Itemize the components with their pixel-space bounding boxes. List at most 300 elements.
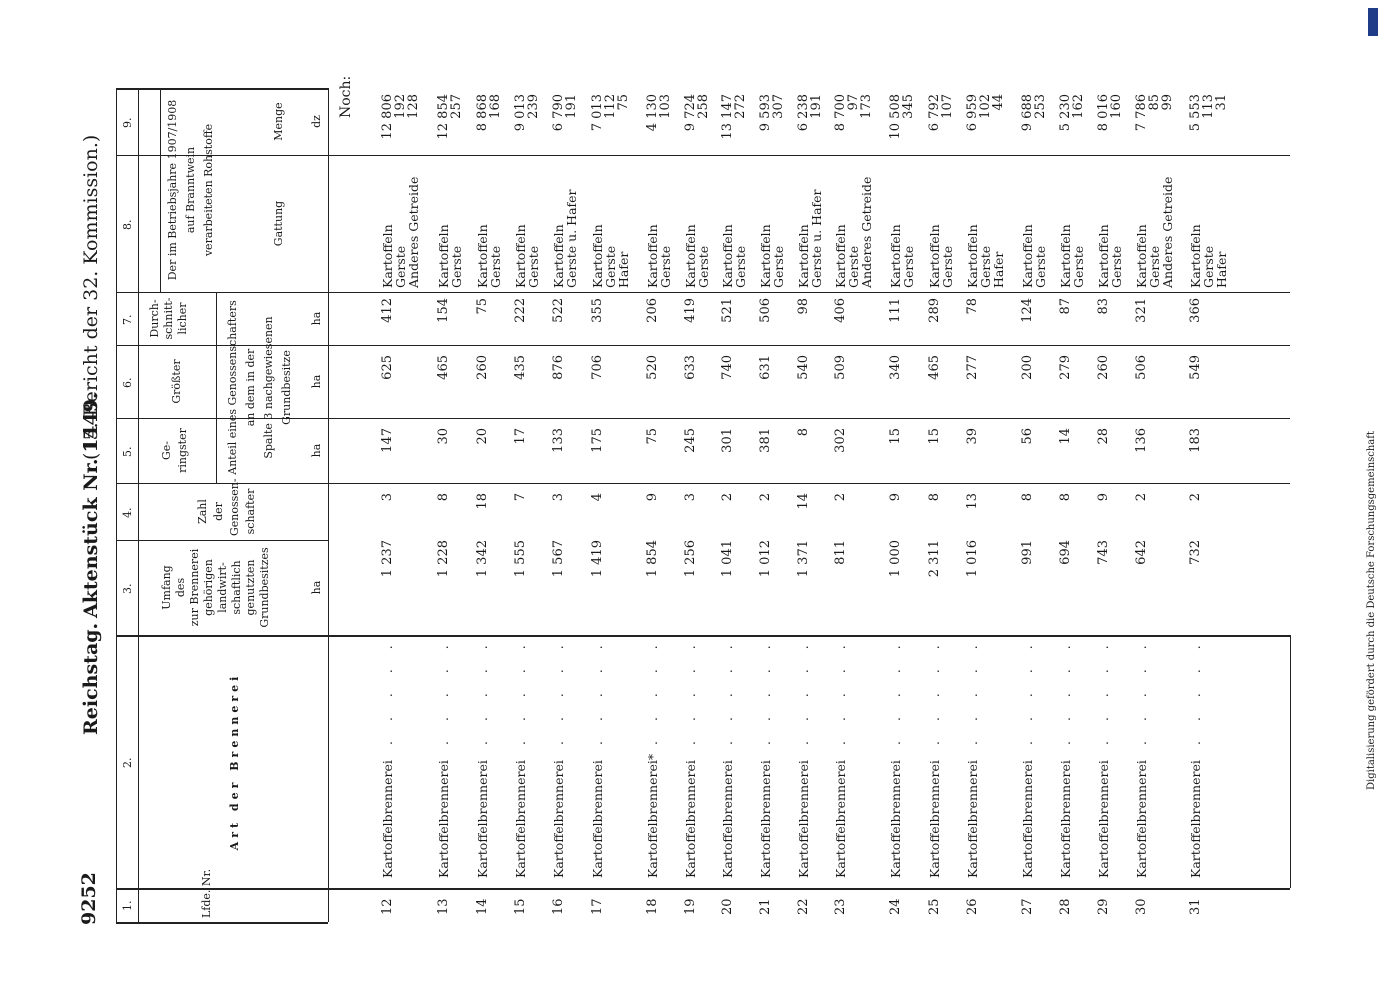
row-gattung: Kartoffeln xyxy=(1058,224,1073,288)
header-rohstoffe-group: verarbeiteten Rohstoffe xyxy=(202,123,215,257)
row-groesster: 506 xyxy=(1134,355,1149,380)
row-menge: 272 xyxy=(733,94,748,119)
row-art-der-brennerei: Kartoffelbrennerei xyxy=(590,760,605,878)
row-geringster: 28 xyxy=(1096,428,1111,445)
column-separator xyxy=(116,155,1290,156)
continuation-mark: Noch: xyxy=(338,75,354,118)
column-separator xyxy=(116,483,1290,484)
dot-leader: . . . . . xyxy=(513,637,528,745)
row-art-der-brennerei: Kartoffelbrennerei xyxy=(758,760,773,878)
column-separator xyxy=(116,418,328,419)
row-durchschnittlicher: 75 xyxy=(475,298,490,315)
row-groesster: 631 xyxy=(758,355,773,380)
row-zahl: 18 xyxy=(475,493,490,510)
row-umfang: 732 xyxy=(1188,540,1203,565)
row-geringster: 56 xyxy=(1020,428,1035,445)
row-zahl: 2 xyxy=(1188,493,1203,502)
row-gattung: Kartoffeln xyxy=(796,224,811,288)
table-header-rule xyxy=(328,88,329,922)
row-geringster: 302 xyxy=(833,428,848,453)
header-umfang: landwirt- xyxy=(216,562,229,613)
row-gattung: Gerste xyxy=(1109,245,1124,288)
row-durchschnittlicher: 222 xyxy=(513,298,528,323)
header-zahl: Genossen- xyxy=(228,478,241,536)
row-umfang: 1 567 xyxy=(551,540,566,578)
row-geringster: 8 xyxy=(796,428,811,437)
row-gattung: Kartoffeln xyxy=(513,224,528,288)
row-art-der-brennerei: Kartoffelbrennerei xyxy=(1020,760,1035,878)
row-art-der-brennerei: Kartoffelbrennerei xyxy=(683,760,698,878)
dot-leader: . . . . . xyxy=(796,637,811,745)
row-art-der-brennerei: Kartoffelbrennerei xyxy=(551,760,566,878)
row-menge: 6 959 xyxy=(965,94,980,132)
header-umfang: des xyxy=(174,577,187,598)
row-zahl: 8 xyxy=(1020,493,1035,502)
header-unit: dz xyxy=(310,115,323,128)
row-gattung: Kartoffeln xyxy=(475,224,490,288)
row-groesster: 200 xyxy=(1020,355,1035,380)
row-zahl: 2 xyxy=(758,493,773,502)
header-zahl: der xyxy=(212,502,225,521)
header-unit: ha xyxy=(310,443,323,458)
row-gattung: Kartoffeln xyxy=(833,224,848,288)
row-durchschnittlicher: 366 xyxy=(1188,298,1203,323)
row-durchschnittlicher: 419 xyxy=(683,298,698,323)
row-groesster: 260 xyxy=(475,355,490,380)
row-gattung: Kartoffeln xyxy=(1096,224,1111,288)
column-number: 2. xyxy=(121,757,134,768)
row-art-der-brennerei: Kartoffelbrennerei xyxy=(1096,760,1111,878)
row-groesster: 706 xyxy=(590,355,605,380)
column-separator xyxy=(116,888,1290,890)
row-zahl: 3 xyxy=(683,493,698,502)
row-gattung: Gerste u. Hafer xyxy=(564,189,579,288)
column-separator xyxy=(116,345,328,346)
row-geringster: 20 xyxy=(475,428,490,445)
column-separator-body xyxy=(328,292,1290,293)
digitization-note: Digitalisierung gefördert durch die Deutsche Forschungsgemeinschaft xyxy=(1366,431,1377,790)
row-menge: 9 688 xyxy=(1020,94,1035,132)
row-geringster: 245 xyxy=(683,428,698,453)
row-gattung: Kartoffeln xyxy=(683,224,698,288)
row-number: 14 xyxy=(475,898,490,915)
row-menge: 253 xyxy=(1033,94,1048,119)
row-zahl: 13 xyxy=(965,493,980,510)
row-gattung: Hafer xyxy=(1214,251,1229,288)
row-art-der-brennerei: Kartoffelbrennerei xyxy=(1188,760,1203,878)
row-zahl: 8 xyxy=(1058,493,1073,502)
row-zahl: 9 xyxy=(888,493,903,502)
row-gattung: Gerste xyxy=(449,245,464,288)
column-number: 4. xyxy=(121,507,134,518)
page-title: Aktenstück Nr. 1449. xyxy=(80,392,102,618)
row-zahl: 8 xyxy=(927,493,942,502)
row-durchschnittlicher: 78 xyxy=(965,298,980,315)
row-geringster: 175 xyxy=(590,428,605,453)
column-separator xyxy=(116,635,1290,637)
row-menge: 168 xyxy=(488,94,503,119)
column-number: 3. xyxy=(121,583,134,594)
row-art-der-brennerei: Kartoffelbrennerei xyxy=(1134,760,1149,878)
row-umfang: 1 371 xyxy=(796,540,811,578)
header-umfang: zur Brennerei xyxy=(188,548,201,627)
row-gattung: Anderes Getreide xyxy=(859,176,874,288)
row-menge: 12 806 xyxy=(380,94,395,140)
row-gattung: Kartoffeln xyxy=(758,224,773,288)
row-durchschnittlicher: 154 xyxy=(436,298,451,323)
row-gattung: Gerste xyxy=(1033,245,1048,288)
row-menge: 5 230 xyxy=(1058,94,1073,132)
dfg-logo xyxy=(1368,8,1378,36)
dot-leader: . . . . . xyxy=(833,637,848,745)
row-geringster: 14 xyxy=(1058,428,1073,445)
dot-leader: . . . . . xyxy=(436,637,451,745)
column-separator-body xyxy=(328,345,1290,346)
row-gattung: Kartoffeln xyxy=(1134,224,1149,288)
row-groesster: 549 xyxy=(1188,355,1203,380)
row-gattung: Kartoffeln xyxy=(927,224,942,288)
dot-leader: . . . . . xyxy=(720,637,735,745)
row-menge: 103 xyxy=(658,94,673,119)
header-menge: Menge xyxy=(272,102,285,141)
row-groesster: 435 xyxy=(513,355,528,380)
row-number: 30 xyxy=(1134,898,1149,915)
row-durchschnittlicher: 124 xyxy=(1020,298,1035,323)
row-menge: 97 xyxy=(846,94,861,111)
row-umfang: 1 000 xyxy=(888,540,903,578)
row-art-der-brennerei: Kartoffelbrennerei xyxy=(475,760,490,878)
group-rule-89-h xyxy=(160,88,161,292)
row-number: 17 xyxy=(590,898,605,915)
row-zahl: 2 xyxy=(720,493,735,502)
row-menge: 6 790 xyxy=(551,94,566,132)
row-menge: 257 xyxy=(449,94,464,119)
row-art-der-brennerei: Kartoffelbrennerei xyxy=(888,760,903,878)
header-rohstoffe-group: Der im Betriebsjahre 1907/1908 xyxy=(166,99,179,281)
row-groesster: 279 xyxy=(1058,355,1073,380)
row-number: 28 xyxy=(1058,898,1073,915)
row-umfang: 991 xyxy=(1020,540,1035,565)
row-umfang: 642 xyxy=(1134,540,1149,565)
row-gattung: Kartoffeln xyxy=(380,224,395,288)
row-zahl: 9 xyxy=(645,493,660,502)
column-number: 7. xyxy=(121,314,134,325)
row-durchschnittlicher: 83 xyxy=(1096,298,1111,315)
row-gattung: Kartoffeln xyxy=(720,224,735,288)
header-left: Reichstag. xyxy=(80,622,102,735)
dot-leader: . . . . . xyxy=(380,637,395,745)
row-gattung: Gerste xyxy=(393,245,408,288)
row-gattung: Kartoffeln xyxy=(1188,224,1203,288)
row-menge: 192 xyxy=(393,94,408,119)
row-menge: 307 xyxy=(771,94,786,119)
row-number: 15 xyxy=(513,898,528,915)
row-number: 29 xyxy=(1096,898,1111,915)
dot-leader: . . . . . xyxy=(683,637,698,745)
row-menge: 128 xyxy=(406,94,421,119)
row-umfang: 694 xyxy=(1058,540,1073,565)
row-art-der-brennerei: Kartoffelbrennerei xyxy=(833,760,848,878)
row-durchschnittlicher: 521 xyxy=(720,298,735,323)
row-groesster: 625 xyxy=(380,355,395,380)
row-gattung: Gerste xyxy=(1071,245,1086,288)
header-zahl: schafter xyxy=(244,488,257,535)
column-separator xyxy=(116,88,328,90)
row-geringster: 39 xyxy=(965,428,980,445)
row-number: 19 xyxy=(683,898,698,915)
row-umfang: 1 419 xyxy=(590,540,605,578)
row-art-der-brennerei: Kartoffelbrennerei* xyxy=(645,753,660,878)
row-groesster: 540 xyxy=(796,355,811,380)
row-geringster: 15 xyxy=(927,428,942,445)
row-menge: 5 553 xyxy=(1188,94,1203,132)
row-umfang: 2 311 xyxy=(927,540,942,578)
row-geringster: 301 xyxy=(720,428,735,453)
row-gattung: Gerste xyxy=(901,245,916,288)
row-groesster: 260 xyxy=(1096,355,1111,380)
row-durchschnittlicher: 206 xyxy=(645,298,660,323)
dot-leader: . . . . . xyxy=(1096,637,1111,745)
row-umfang: 1 237 xyxy=(380,540,395,578)
row-number: 26 xyxy=(965,898,980,915)
header-zahl: Zahl xyxy=(196,499,209,524)
row-durchschnittlicher: 506 xyxy=(758,298,773,323)
header-umfang: Umfang xyxy=(160,565,173,610)
dot-leader: . . . . . xyxy=(965,637,980,745)
header-geringster: ringster xyxy=(176,428,189,473)
row-durchschnittlicher: 412 xyxy=(380,298,395,323)
dot-leader: . . . . . xyxy=(1188,637,1203,745)
row-menge: 239 xyxy=(526,94,541,119)
column-separator xyxy=(116,292,328,293)
header-durchschnittlicher: licher xyxy=(176,302,189,335)
row-gattung: Kartoffeln xyxy=(888,224,903,288)
row-menge: 44 xyxy=(991,94,1006,111)
row-geringster: 15 xyxy=(888,428,903,445)
row-geringster: 75 xyxy=(645,428,660,445)
header-umfang: schaftlich xyxy=(230,560,243,615)
row-number: 18 xyxy=(645,898,660,915)
row-menge: 6 238 xyxy=(796,94,811,132)
dot-leader: . . . . . xyxy=(590,637,605,745)
header-umfang: gehörigen xyxy=(202,559,215,616)
column-number: 8. xyxy=(121,219,134,230)
row-groesster: 465 xyxy=(927,355,942,380)
column-number: 9. xyxy=(121,117,134,128)
row-gattung: Anderes Getreide xyxy=(406,176,421,288)
header-anteil-group: Anteil eines Genossenschafters xyxy=(226,300,239,475)
row-menge: 75 xyxy=(616,94,631,111)
row-menge: 7 013 xyxy=(590,94,605,132)
row-gattung: Kartoffeln xyxy=(645,224,660,288)
row-umfang: 1 342 xyxy=(475,540,490,578)
page-number: 9252 xyxy=(78,872,100,925)
row-menge: 8 868 xyxy=(475,94,490,132)
row-number: 31 xyxy=(1188,898,1203,915)
row-umfang: 811 xyxy=(833,540,848,565)
row-menge: 162 xyxy=(1071,94,1086,119)
row-zahl: 2 xyxy=(833,493,848,502)
row-menge: 102 xyxy=(978,94,993,119)
header-unit: ha xyxy=(310,374,323,389)
row-groesster: 876 xyxy=(551,355,566,380)
dot-leader: . . . . . xyxy=(1058,637,1073,745)
header-umfang: Grundbesitzes xyxy=(258,547,271,628)
header-umfang: genutzten xyxy=(244,559,257,616)
row-groesster: 340 xyxy=(888,355,903,380)
row-zahl: 2 xyxy=(1134,493,1149,502)
table-colnum-rule xyxy=(138,88,139,922)
column-number: 1. xyxy=(121,900,134,911)
column-separator-body xyxy=(328,418,1290,419)
row-gattung: Hafer xyxy=(991,251,1006,288)
column-separator xyxy=(116,922,328,924)
row-groesster: 465 xyxy=(436,355,451,380)
row-menge: 160 xyxy=(1109,94,1124,119)
row-gattung: Gerste xyxy=(940,245,955,288)
row-number: 12 xyxy=(380,898,395,915)
row-menge: 9 013 xyxy=(513,94,528,132)
row-groesster: 509 xyxy=(833,355,848,380)
body-right-edge xyxy=(1290,635,1291,888)
header-unit: ha xyxy=(310,311,323,326)
row-menge: 8 016 xyxy=(1096,94,1111,132)
row-menge: 173 xyxy=(859,94,874,119)
row-geringster: 133 xyxy=(551,428,566,453)
row-gattung: Kartoffeln xyxy=(436,224,451,288)
row-groesster: 740 xyxy=(720,355,735,380)
row-geringster: 183 xyxy=(1188,428,1203,453)
row-art-der-brennerei: Kartoffelbrennerei xyxy=(436,760,451,878)
row-gattung: Kartoffeln xyxy=(590,224,605,288)
row-gattung: Gerste xyxy=(1201,245,1216,288)
row-umfang: 743 xyxy=(1096,540,1111,565)
dot-leader: . . . . . xyxy=(475,637,490,745)
row-gattung: Kartoffeln xyxy=(1020,224,1035,288)
row-art-der-brennerei: Kartoffelbrennerei xyxy=(1058,760,1073,878)
row-durchschnittlicher: 321 xyxy=(1134,298,1149,323)
row-menge: 6 792 xyxy=(927,94,942,132)
row-number: 13 xyxy=(436,898,451,915)
header-durchschnittlicher: schnitt- xyxy=(162,297,175,340)
row-durchschnittlicher: 87 xyxy=(1058,298,1073,315)
row-gattung: Kartoffeln xyxy=(551,224,566,288)
row-art-der-brennerei: Kartoffelbrennerei xyxy=(720,760,735,878)
row-gattung: Gerste xyxy=(846,245,861,288)
row-geringster: 381 xyxy=(758,428,773,453)
header-lfde-nr: Lfde. Nr. xyxy=(200,868,213,918)
row-geringster: 17 xyxy=(513,428,528,445)
dot-leader: . . . . . xyxy=(1020,637,1035,745)
row-art-der-brennerei: Kartoffelbrennerei xyxy=(965,760,980,878)
row-gattung: Anderes Getreide xyxy=(1160,176,1175,288)
row-gattung: Gerste u. Hafer xyxy=(809,189,824,288)
row-umfang: 1 256 xyxy=(683,540,698,578)
row-zahl: 4 xyxy=(590,493,605,502)
row-menge: 13 147 xyxy=(720,94,735,140)
row-menge: 4 130 xyxy=(645,94,660,132)
row-durchschnittlicher: 98 xyxy=(796,298,811,315)
row-number: 22 xyxy=(796,898,811,915)
row-art-der-brennerei: Kartoffelbrennerei xyxy=(380,760,395,878)
row-groesster: 520 xyxy=(645,355,660,380)
row-menge: 9 593 xyxy=(758,94,773,132)
dot-leader: . . . . . xyxy=(551,637,566,745)
row-umfang: 1 555 xyxy=(513,540,528,578)
row-gattung: Gerste xyxy=(658,245,673,288)
row-durchschnittlicher: 289 xyxy=(927,298,942,323)
row-menge: 258 xyxy=(696,94,711,119)
row-menge: 12 854 xyxy=(436,94,451,140)
dot-leader: . . . . . xyxy=(758,637,773,745)
row-gattung: Gerste xyxy=(1147,245,1162,288)
row-number: 24 xyxy=(888,898,903,915)
row-zahl: 14 xyxy=(796,493,811,510)
row-number: 16 xyxy=(551,898,566,915)
header-unit: ha xyxy=(310,580,323,595)
row-gattung: Kartoffeln xyxy=(965,224,980,288)
row-umfang: 1 228 xyxy=(436,540,451,578)
row-zahl: 7 xyxy=(513,493,528,502)
table-border-left xyxy=(116,88,117,922)
row-art-der-brennerei: Kartoffelbrennerei xyxy=(927,760,942,878)
row-menge: 7 786 xyxy=(1134,94,1149,132)
page-subtitle: (15. Bericht der 32. Kommission.) xyxy=(80,134,102,460)
row-menge: 191 xyxy=(564,94,579,119)
row-zahl: 8 xyxy=(436,493,451,502)
header-geringster: Ge- xyxy=(160,441,173,461)
row-number: 20 xyxy=(720,898,735,915)
row-groesster: 633 xyxy=(683,355,698,380)
row-menge: 85 xyxy=(1147,94,1162,111)
row-menge: 112 xyxy=(603,94,618,119)
header-groesster: Größter xyxy=(170,359,183,404)
row-menge: 113 xyxy=(1201,94,1216,119)
dot-leader: . . . . . xyxy=(1134,637,1149,745)
row-art-der-brennerei: Kartoffelbrennerei xyxy=(513,760,528,878)
row-groesster: 277 xyxy=(965,355,980,380)
column-number: 5. xyxy=(121,446,134,457)
row-gattung: Hafer xyxy=(616,251,631,288)
row-menge: 8 700 xyxy=(833,94,848,132)
header-gattung: Gattung xyxy=(272,200,285,247)
row-gattung: Gerste xyxy=(733,245,748,288)
row-geringster: 30 xyxy=(436,428,451,445)
row-durchschnittlicher: 522 xyxy=(551,298,566,323)
column-number: 6. xyxy=(121,377,134,388)
row-gattung: Gerste xyxy=(696,245,711,288)
row-umfang: 1 012 xyxy=(758,540,773,578)
row-zahl: 3 xyxy=(380,493,395,502)
row-menge: 99 xyxy=(1160,94,1175,111)
row-umfang: 1 016 xyxy=(965,540,980,578)
row-gattung: Gerste xyxy=(526,245,541,288)
row-number: 23 xyxy=(833,898,848,915)
row-durchschnittlicher: 355 xyxy=(590,298,605,323)
row-menge: 31 xyxy=(1214,94,1229,111)
row-gattung: Gerste xyxy=(488,245,503,288)
dot-leader: . . . . . xyxy=(888,637,903,745)
dot-leader: . . . . . xyxy=(645,637,660,745)
row-menge: 191 xyxy=(809,94,824,119)
row-geringster: 136 xyxy=(1134,428,1149,453)
header-rohstoffe-group: auf Branntwein xyxy=(184,146,197,234)
row-durchschnittlicher: 406 xyxy=(833,298,848,323)
row-menge: 345 xyxy=(901,94,916,119)
header-anteil-group: Spalte 3 nachgewiesenen xyxy=(262,316,275,459)
row-number: 27 xyxy=(1020,898,1035,915)
header-art-der-brennerei: Art der Brennerei xyxy=(228,672,241,851)
